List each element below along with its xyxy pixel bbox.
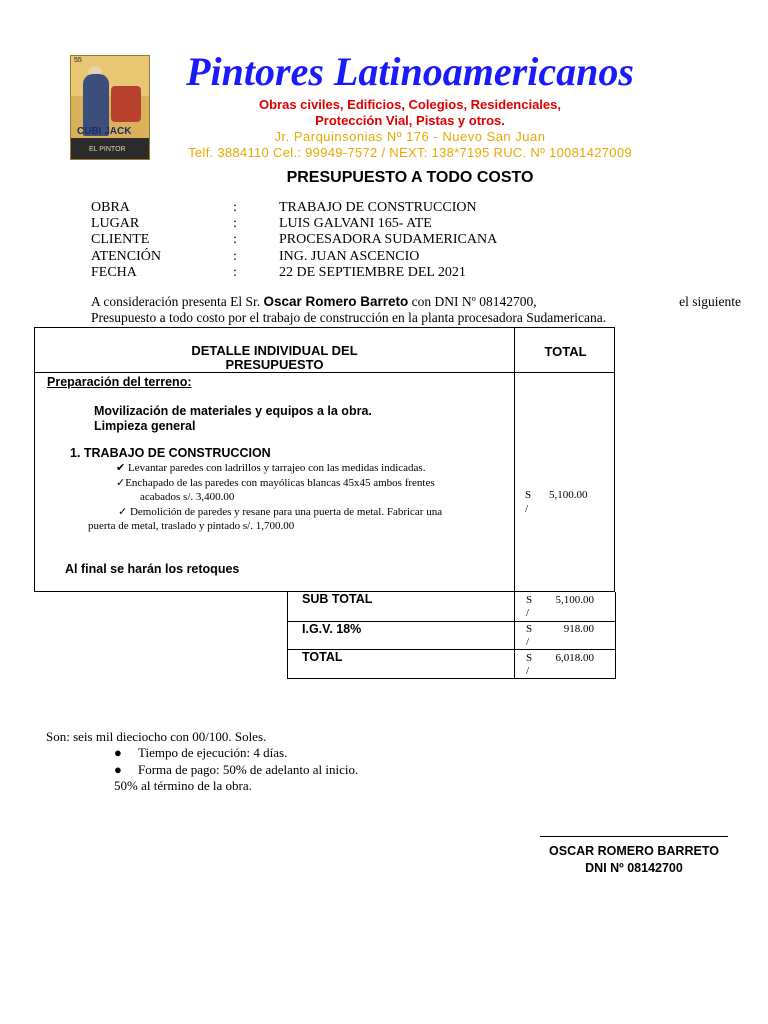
- table-header-detail: [35, 344, 514, 372]
- intro-text-part2: con DNI Nº 08142700,: [411, 294, 537, 309]
- info-label: OBRA: [91, 200, 130, 215]
- info-value: ING. JUAN ASCENCIO: [279, 248, 420, 264]
- info-separator: :: [233, 200, 237, 215]
- bullet-text: Forma de pago: 50% de adelanto al inicio.: [138, 762, 359, 777]
- info-value: TRABAJO DE CONSTRUCCION: [279, 200, 477, 215]
- currency-s: S: [526, 623, 533, 635]
- prep-line-2: Limpieza general: [94, 419, 196, 433]
- work-item-3: ✓ Demolición de paredes y resane para una puerta de metal. Fabricar una: [118, 505, 443, 518]
- info-label: FECHA: [91, 264, 137, 280]
- info-value: 22 DE SEPTIEMBRE DEL 2021: [279, 264, 466, 280]
- preparation-items: [94, 404, 372, 434]
- signature-block: [540, 843, 728, 877]
- work-item-3-cont: puerta de metal, traslado y pintado s/. 1,700.00: [88, 520, 295, 532]
- logo-caption: EL PINTOR: [89, 146, 126, 153]
- igv-currency: [526, 623, 534, 649]
- logo-text: CUBI JACK: [77, 126, 132, 137]
- currency-slash: /: [526, 665, 530, 677]
- services-line-2: Protección Vial, Pistas y otros.: [315, 113, 505, 128]
- prep-line-1: Movilización de materiales y equipos a la obra.: [94, 404, 372, 418]
- currency-s: S: [526, 594, 533, 606]
- totals-column-divider: [514, 592, 515, 678]
- logo-emblem: [111, 86, 141, 122]
- company-contact: Telf. 3884110 Cel.: 99949-7572 / NEXT: 138*7195 RUC. Nº 10081427009: [188, 145, 632, 160]
- bullet-icon: ●: [114, 762, 122, 777]
- intro-text-part1: A consideración presenta El Sr.: [91, 294, 261, 309]
- currency-slash: /: [525, 503, 529, 515]
- currency-s: S: [526, 652, 533, 664]
- work-item-1: ✔ Levantar paredes con ladrillos y tarrajeo con las medidas indicadas.: [116, 462, 426, 474]
- payment-continuation: 50% al término de la obra.: [114, 778, 252, 793]
- info-value: LUIS GALVANI 165- ATE: [279, 216, 432, 232]
- info-separator: :: [233, 264, 237, 280]
- total-currency: [526, 652, 534, 678]
- table-header-detail-line1: DETALLE INDIVIDUAL DEL: [191, 343, 358, 358]
- table-header-divider: [35, 372, 614, 373]
- igv-value: 918.00: [563, 623, 594, 635]
- section-title: Preparación del terreno:: [47, 375, 192, 389]
- company-name: Pintores Latinoamericanos: [186, 49, 634, 94]
- work-item-2-cont: acabados s/. 3,400.00: [140, 491, 235, 503]
- signature-name: OSCAR ROMERO BARRETO: [549, 844, 719, 858]
- info-label: CLIENTE: [91, 232, 150, 248]
- total-value: 6,018.00: [555, 652, 594, 664]
- amount-in-words: Son: seis mil dieciocho con 00/100. Soles.: [46, 729, 267, 744]
- work-item-2: ✓Enchapado de las paredes con mayólicas blancas 45x45 ambos frentes: [116, 476, 435, 489]
- info-label: ATENCIÓN: [91, 248, 161, 264]
- bullet-text: Tiempo de ejecución: 4 días.: [138, 745, 288, 760]
- company-address: Jr. Parquinsonias Nº 176 - Nuevo San Juan: [274, 129, 546, 144]
- info-value: PROCESADORA SUDAMERICANA: [279, 232, 498, 248]
- info-separator: :: [233, 248, 237, 264]
- subtotal-currency: [526, 594, 534, 620]
- totals-table: [287, 592, 616, 679]
- subtotal-label: SUB TOTAL: [302, 592, 373, 606]
- currency-slash: /: [526, 607, 530, 619]
- intro-text-group: [91, 294, 537, 310]
- intro-line-2: Presupuesto a todo costo por el trabajo de construcción en la planta procesadora Sudamericana.: [91, 310, 607, 325]
- intro-line-1: [91, 294, 741, 310]
- work-items: [88, 461, 508, 534]
- total-label: TOTAL: [302, 650, 343, 664]
- table-column-divider: [514, 328, 515, 591]
- company-logo-image: [70, 55, 150, 160]
- intro-paragraph: [91, 294, 741, 326]
- amount-value: 5,100.00: [549, 489, 588, 501]
- signature-line: [540, 836, 728, 837]
- work-title: 1. TRABAJO DE CONSTRUCCION: [70, 446, 271, 460]
- services-line-1: Obras civiles, Edificios, Colegios, Residenciales,: [258, 97, 561, 112]
- info-separator: :: [233, 216, 237, 232]
- info-label: LUGAR: [91, 216, 140, 232]
- currency-s: S: [525, 489, 532, 501]
- logo-number: 55: [74, 57, 82, 64]
- closing-note: Al final se harán los retoques: [65, 562, 240, 576]
- info-separator: :: [233, 232, 237, 248]
- table-header-detail-line2: PRESUPUESTO: [225, 357, 324, 372]
- currency-symbol: [525, 488, 535, 516]
- intro-text-part3: el siguiente: [679, 294, 741, 309]
- currency-slash: /: [526, 636, 530, 648]
- bullet-icon: ●: [114, 745, 122, 760]
- subtotal-value: 5,100.00: [555, 594, 594, 606]
- document-title: PRESUPUESTO A TODO COSTO: [286, 169, 534, 186]
- signature-dni: DNI Nº 08142700: [585, 861, 683, 875]
- igv-label: I.G.V. 18%: [302, 622, 362, 636]
- intro-name: Oscar Romero Barreto: [263, 294, 409, 309]
- table-header-total: TOTAL: [544, 344, 587, 359]
